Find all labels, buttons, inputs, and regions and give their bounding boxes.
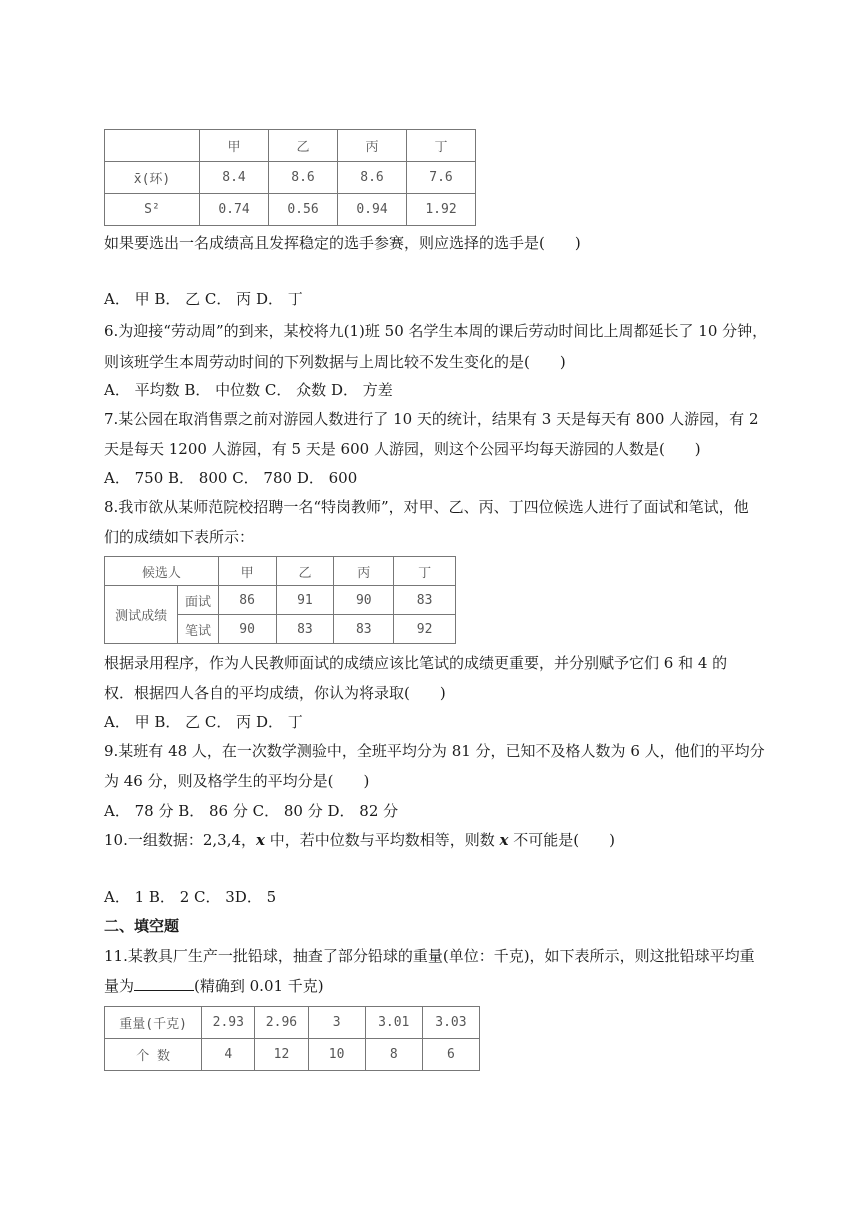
table-row-label: 重量(千克)	[105, 1007, 202, 1039]
table-row-label: 面试	[178, 586, 218, 615]
table-cell: 83	[276, 615, 334, 644]
q5-stem: 如果要选出一名成绩高且发挥稳定的选手参赛，则应选择的选手是( )	[104, 234, 581, 252]
q5-options: A． 甲 B． 乙 C． 丙 D． 丁	[104, 290, 303, 308]
table-header-cell: 丁	[407, 130, 476, 162]
variable-x: x	[256, 831, 265, 849]
table-cell: 90	[334, 586, 394, 615]
q7-options: A． 750 B． 800 C． 780 D． 600	[104, 469, 358, 487]
table-cell: 1.92	[407, 194, 476, 226]
table-candidate-scores	[104, 556, 456, 644]
table-cell: 0.56	[269, 194, 338, 226]
q8-line2: 们的成绩如下表所示：	[104, 528, 255, 546]
table-cell: 12	[255, 1039, 308, 1071]
table-header-cell: 丙	[334, 557, 394, 586]
table-corner: 候选人	[105, 557, 219, 586]
table-shotput-weights	[104, 1006, 480, 1071]
q7-line1: 7.某公园在取消售票之前对游园人数进行了 10 天的统计，结果有 3 天是每天有 800 人游园，有 2	[104, 410, 759, 428]
table-cell: 8.4	[200, 162, 269, 194]
q8-line4: 权．根据四人各自的平均成绩，你认为将录取( )	[104, 684, 446, 702]
table-cell: 4	[202, 1039, 255, 1071]
table-row-label: x̄(环)	[105, 162, 200, 194]
table-cell	[105, 130, 200, 162]
table-cell: 83	[334, 615, 394, 644]
table-cell: 2.96	[255, 1007, 308, 1039]
q9-options: A． 78 分 B． 86 分 C． 80 分 D． 82 分	[104, 802, 399, 820]
table-shooting-stats	[104, 129, 476, 226]
table-header-cell: 甲	[200, 130, 269, 162]
table-cell: 83	[394, 586, 456, 615]
q8-options: A． 甲 B． 乙 C． 丙 D． 丁	[104, 713, 303, 731]
table-cell: 86	[218, 586, 276, 615]
table-header-cell: 乙	[269, 130, 338, 162]
table-cell: 3.03	[422, 1007, 479, 1039]
table-cell: 8.6	[338, 162, 407, 194]
table-cell: 8	[365, 1039, 422, 1071]
table-cell: 10	[308, 1039, 365, 1071]
table-cell: 7.6	[407, 162, 476, 194]
q10-text: 10.一组数据：2,3,4，	[104, 831, 257, 849]
q9-line1: 9.某班有 48 人，在一次数学测验中，全班平均分为 81 分，已知不及格人数为 6 人，他们的平均分	[104, 742, 765, 760]
q6-options: A． 平均数 B． 中位数 C． 众数 D． 方差	[104, 381, 393, 399]
table-cell: 6	[422, 1039, 479, 1071]
q10-text: 不可能是( )	[508, 831, 615, 849]
q10-stem	[104, 830, 615, 850]
table-group-label: 测试成绩	[105, 586, 178, 644]
variable-x: x	[499, 831, 509, 849]
q8-line1: 8.我市欲从某师范院校招聘一名“特岗教师”，对甲、乙、丙、丁四位候选人进行了面试和笔试，他	[104, 498, 749, 516]
q6-line1: 6.为迎接“劳动周”的到来，某校将九(1)班 50 名学生本周的课后劳动时间比上周都延长了 10 分钟，	[104, 322, 768, 340]
table-cell: 3.01	[365, 1007, 422, 1039]
table-header-cell: 乙	[276, 557, 334, 586]
table-cell: 0.74	[200, 194, 269, 226]
table-header-cell: 丙	[338, 130, 407, 162]
q11-text: (精确到 0.01 千克)	[194, 977, 324, 995]
table-cell: 91	[276, 586, 334, 615]
q11-line1: 11.某教具厂生产一批铅球，抽查了部分铅球的重量(单位：千克)，如下表所示，则这批铅球平均重	[104, 947, 755, 965]
table-header-cell: 丁	[394, 557, 456, 586]
q10-text: 中，若中位数与平均数相等，则数	[264, 831, 500, 849]
table-cell: 92	[394, 615, 456, 644]
table-cell: 90	[218, 615, 276, 644]
q7-line2: 天是每天 1200 人游园，有 5 天是 600 人游园，则这个公园平均每天游园的人数是( )	[104, 440, 701, 458]
table-cell: 2.93	[202, 1007, 255, 1039]
table-cell: 0.94	[338, 194, 407, 226]
table-row-label: 笔试	[178, 615, 218, 644]
q11-text: 量为	[104, 977, 135, 995]
table-header-cell: 甲	[218, 557, 276, 586]
table-row-label: S²	[105, 194, 200, 226]
table-cell: 8.6	[269, 162, 338, 194]
q11-line2	[104, 976, 324, 996]
table-cell: 3	[308, 1007, 365, 1039]
section-title: 二、填空题	[104, 917, 180, 935]
q9-line2: 为 46 分，则及格学生的平均分是( )	[104, 772, 370, 790]
q8-line3: 根据录用程序，作为人民教师面试的成绩应该比笔试的成绩更重要，并分别赋予它们 6 和 4 的	[104, 654, 728, 672]
q6-line2: 则该班学生本周劳动时间的下列数据与上周比较不发生变化的是( )	[104, 353, 566, 371]
table-row-label: 个 数	[105, 1039, 202, 1071]
answer-blank	[134, 976, 194, 991]
q10-options: A． 1 B． 2 C． 3D． 5	[104, 888, 277, 906]
